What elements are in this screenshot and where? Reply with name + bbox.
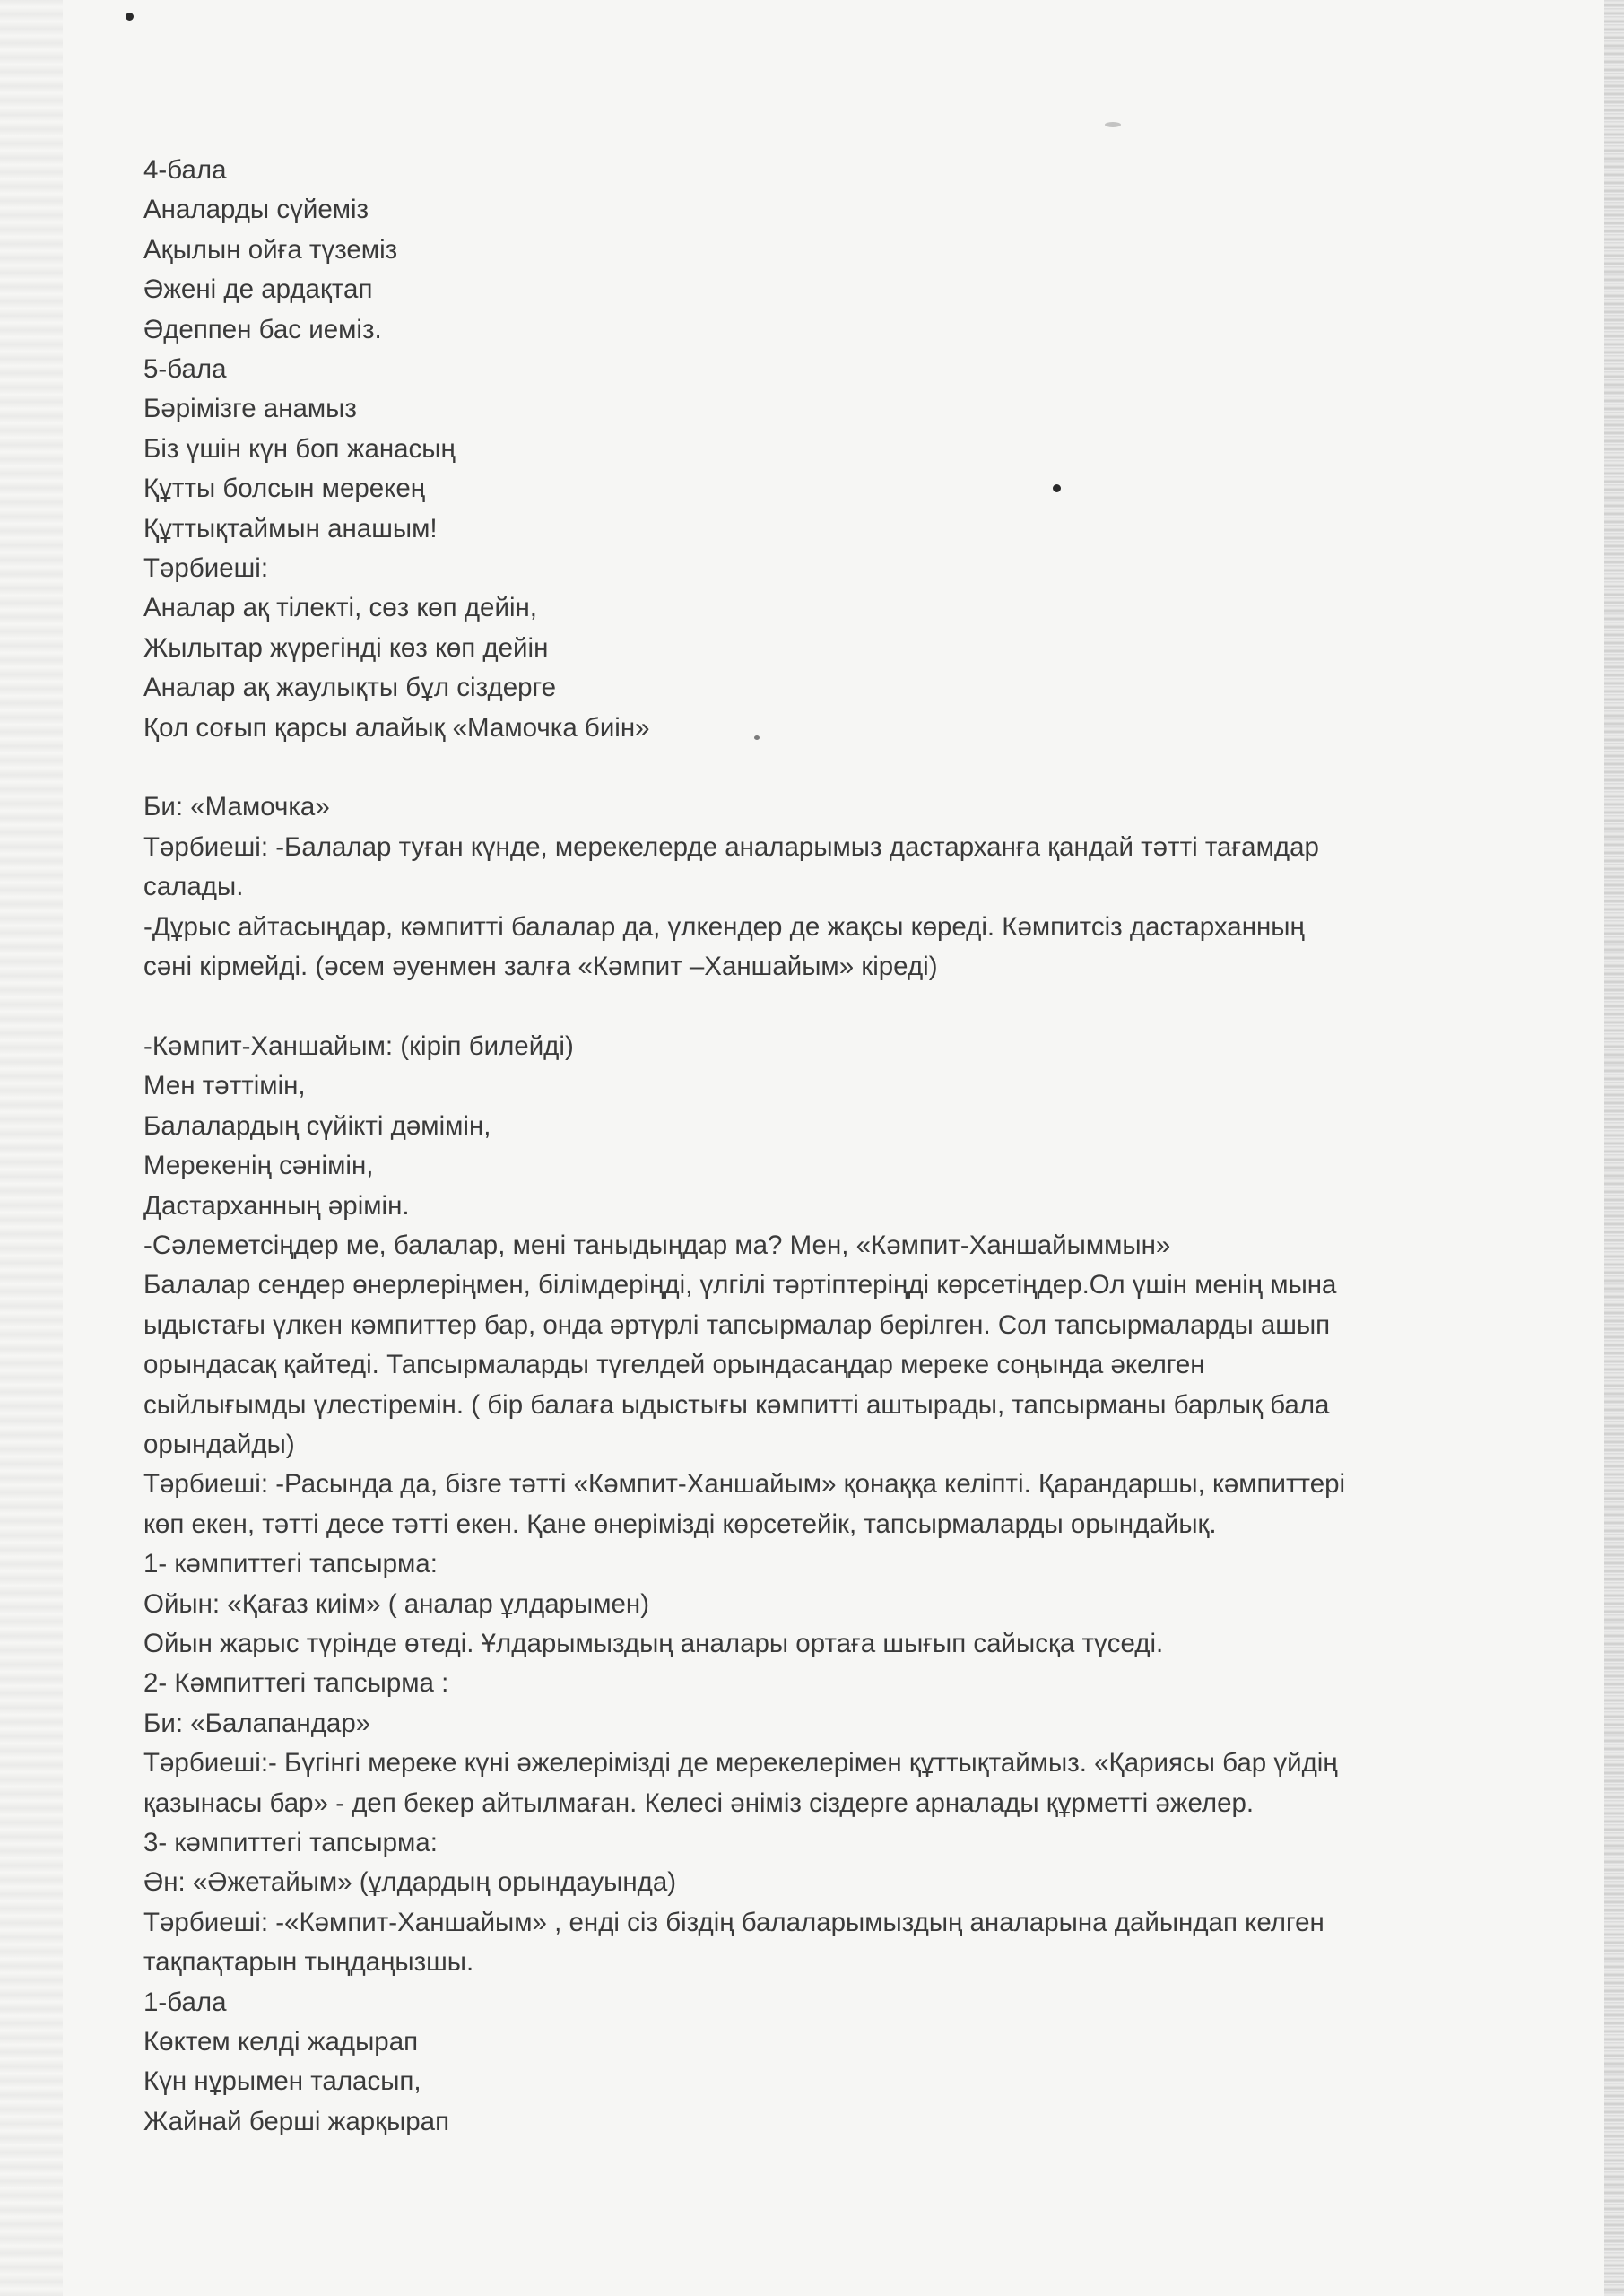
scan-speck [126,13,134,21]
line-09: Құтты болсын мерекең [143,474,426,504]
line-20: -Дұрыс айтасыңдар, кәмпитті балалар да, үлкендер де жақсы көреді. Кәмпитсіз дастарханның [143,911,1305,942]
line-15: Қол соғып қарсы алайық «Мамочка биін» [143,712,650,743]
line-23: -Кәмпит-Ханшайым: (кіріп билейді) [143,1031,574,1061]
line-19: салады. [143,872,244,902]
line-37: Ойын: «Қағаз киім» ( аналар ұлдарымен) [143,1588,650,1619]
scan-speck [1105,122,1121,127]
line-48: Көктем келді жадырап [143,2027,419,2057]
line-08: Біз үшін күн боп жанасың [143,433,456,464]
line-29: Балалар сендер өнерлеріңмен, білімдеріңді, үлгілі тәртіптеріңді көрсетіңдер.Ол үшін менің мына [143,1270,1337,1300]
line-03: Ақылын ойға түземіз [143,234,398,265]
line-24: Мен тәттімін, [143,1071,306,1101]
line-44: Ән: «Әжетайым» (ұлдардың орындауында) [143,1867,677,1898]
line-02: Аналарды сүйеміз [143,195,369,225]
line-10: Құттықтаймын анашым! [143,513,438,544]
line-21: сәні кірмейді. (әсем әуенмен залға «Кәмпит –Ханшайым» кіреді) [143,952,938,982]
line-41: Тәрбиеші:- Бүгінгі мереке күні әжелерімізді де мерекелерімен құттықтаймыз. «Қариясы бар үйдің [143,1748,1338,1779]
line-45: Тәрбиеші: -«Кәмпит-Ханшайым» , енді сіз біздің балаларымыздың аналарына дайындап келген [143,1907,1324,1937]
line-49: Күн нұрымен таласып, [143,2066,421,2097]
scan-left-edge [0,0,63,2296]
line-05: Әдеппен бас иеміз. [143,314,382,344]
line-50: Жайнай берші жарқырап [143,2106,450,2136]
line-46: тақпақтарын тыңдаңызшы. [143,1947,474,1978]
line-35: көп екен, тәтті десе тәтті екен. Қане өнерімізді көрсетейік, тапсырмаларды орындайық. [143,1509,1217,1539]
line-30: ыдыстағы үлкен кәмпиттер бар, онда әртүрлі тапсырмалар берілген. Сол тапсырмаларды ашып [143,1309,1331,1340]
line-39: 2- Кәмпиттегі тапсырма : [143,1668,449,1699]
line-25: Балалардың сүйікті дәмімін, [143,1110,491,1141]
line-26: Мерекенің сәнімін, [143,1151,374,1181]
line-36: 1- кәмпиттегі тапсырма: [143,1549,438,1579]
line-06: 5-бала [143,354,227,385]
line-43: 3- кәмпиттегі тапсырма: [143,1828,438,1858]
line-11: Тәрбиеші: [143,553,269,584]
line-33: орындайды) [143,1429,295,1459]
line-17: Би: «Мамочка» [143,792,330,822]
blank-line [143,987,1524,1027]
scan-right-edge [1604,0,1624,2296]
line-01: 4-бала [143,155,227,185]
line-27: Дастарханның әрімін. [143,1190,410,1221]
document-body [143,151,1524,2142]
line-42: қазынасы бар» - деп бекер айтылмаған. Келесі әніміз сіздерге арналады құрметті әжелер. [143,1787,1255,1818]
line-14: Аналар ақ жаулықты бұл сіздерге [143,673,557,703]
line-40: Би: «Балапандар» [143,1708,371,1738]
line-13: Жылытар жүрегінді көз көп дейін [143,632,549,663]
line-34: Тәрбиеші: -Расында да, бізге тәтті «Кәмпит-Ханшайым» қонаққа келіпті. Қарандаршы, кәмпиттері [143,1469,1346,1500]
line-04: Әжені де ардақтап [143,274,373,305]
line-38: Ойын жарыс түрінде өтеді. Ұлдарымыздың аналары ортаға шығып сайысқа түседі. [143,1629,1164,1658]
line-12: Аналар ақ тілекті, сөз көп дейін, [143,593,537,623]
line-31: орындасақ қайтеді. Тапсырмаларды түгелдей орындасаңдар мереке соңында әкелген [143,1350,1205,1380]
line-18: Тәрбиеші: -Балалар туған күнде, мерекелерде аналарымыз дастарханға қандай тәтті тағамдар [143,831,1319,862]
blank-line [143,748,1524,787]
line-28: -Сәлеметсіңдер ме, балалар, мені таныдыңдар ма? Мен, «Кәмпит-Ханшайыммын» [143,1230,1171,1260]
line-07: Бәрімізге анамыз [143,394,357,424]
line-32: сыйлығымды үлестіремін. ( бір балаға ыдыстығы кәмпитті аштырады, тапсырманы барлық бала [143,1389,1330,1420]
line-47: 1-бала [143,1987,227,2017]
